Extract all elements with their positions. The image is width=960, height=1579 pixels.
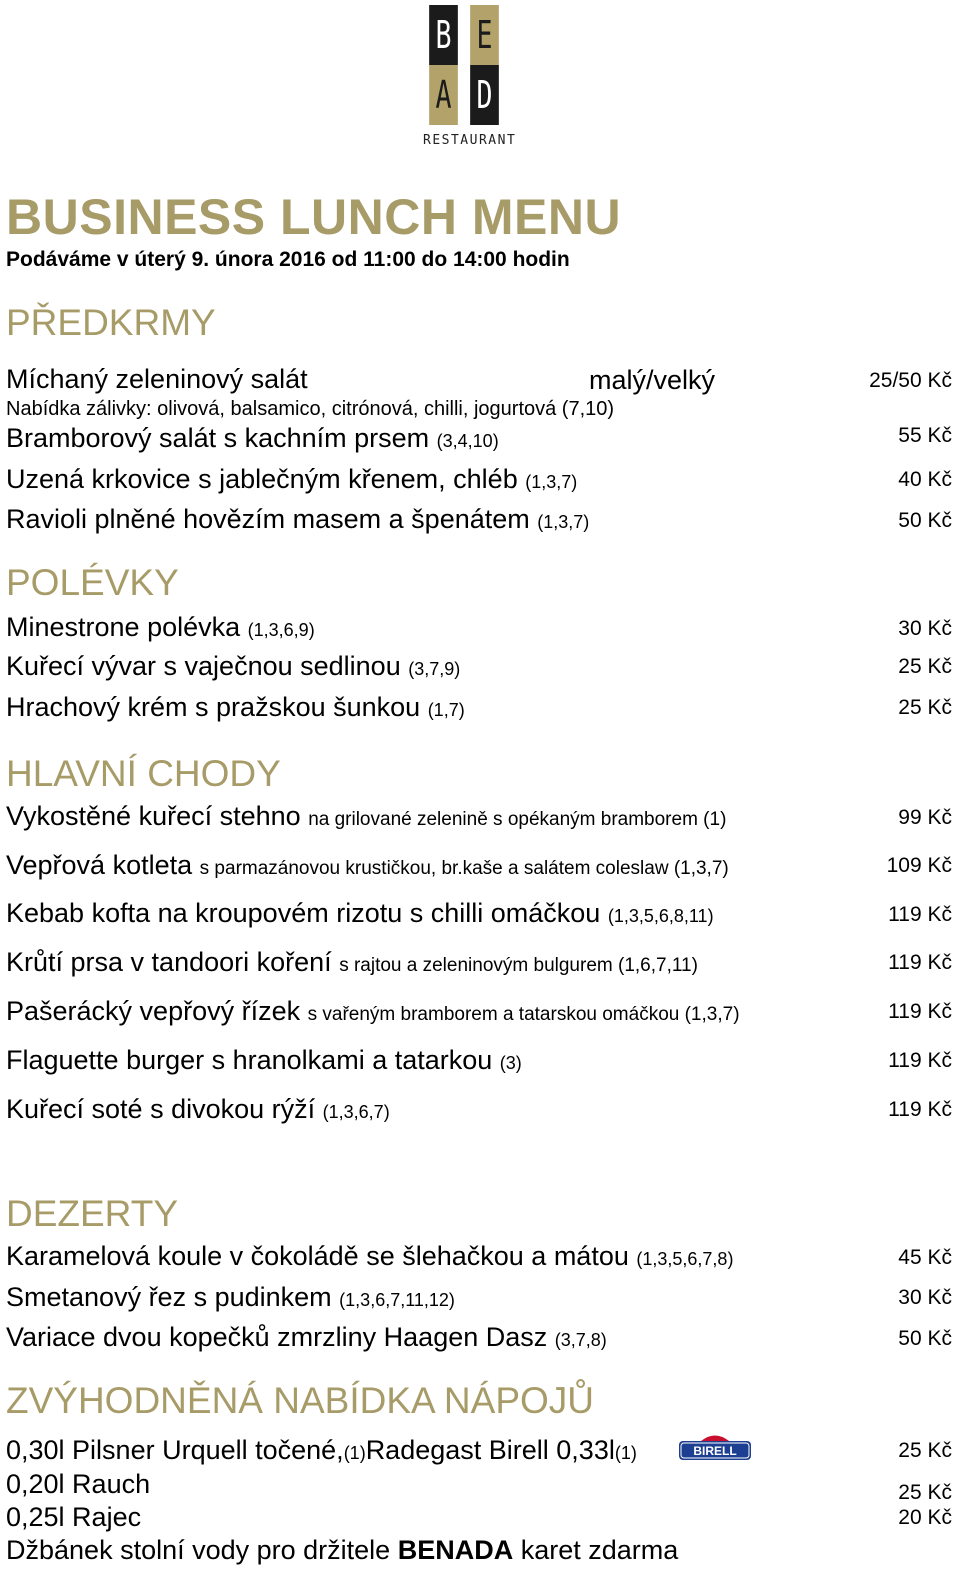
item-name: Míchaný zeleninový salát	[6, 364, 308, 394]
item-price: 20 Kč	[898, 1506, 952, 1529]
menu-item	[6, 850, 729, 881]
item-name: Smetanový řez s pudinkem	[6, 1282, 332, 1312]
menu-item	[6, 364, 308, 395]
item-name: Karamelová koule v čokoládě se šlehačkou a mátou	[6, 1241, 629, 1271]
item-name: Bramborový salát s kachním prsem	[6, 423, 430, 453]
menu-item	[6, 651, 460, 682]
logo-letter: E	[470, 5, 499, 65]
item-size: malý/velký	[589, 365, 716, 395]
item-name: Variace dvou kopečků zmrzliny Haagen Dasz	[6, 1322, 548, 1352]
menu-item	[6, 1282, 455, 1313]
drink-rauch: 0,20l Rauch	[6, 1469, 151, 1499]
birell-logo	[679, 1432, 751, 1462]
section-heading-napoje: ZVÝHODNĚNÁ NABÍDKA NÁPOJŮ	[6, 1380, 595, 1421]
item-allergens: (3,7,9)	[408, 659, 461, 679]
item-allergens: (1)	[614, 1443, 637, 1463]
menu-item	[6, 464, 577, 495]
item-allergens: (1,3,6,7)	[322, 1102, 390, 1122]
item-description: na grilované zelenině s opékaným bramborem (1)	[308, 809, 727, 830]
menu-item	[6, 801, 726, 832]
item-price: 50 Kč	[898, 1327, 952, 1350]
logo-grid	[423, 5, 505, 125]
menu-date: Podáváme v úterý 9. února 2016 od 11:00 do 14:00 hodin	[6, 248, 570, 271]
item-allergens: (1,3,6,9)	[247, 620, 315, 640]
item-price: 55 Kč	[898, 424, 952, 447]
item-description: s rajtou a zeleninovým bulgurem (1,6,7,11)	[339, 955, 698, 976]
logo-subtitle: RESTAURANT	[423, 133, 517, 148]
drink-pilsner: 0,30l Pilsner Urquell točené,	[6, 1435, 344, 1465]
item-allergens: (1,3,5,6,8,11)	[607, 906, 714, 926]
item-name: Hrachový krém s pražskou šunkou	[6, 692, 421, 722]
item-name: Kuřecí soté s divokou rýží	[6, 1094, 316, 1124]
item-price: 109 Kč	[886, 854, 952, 877]
birell-logo-text: BIRELL	[693, 1444, 737, 1458]
drink-line	[6, 1469, 150, 1500]
item-price: 45 Kč	[898, 1246, 952, 1269]
item-description: s vařeným bramborem a tatarskou omáčkou (1,3,7)	[307, 1004, 740, 1025]
item-name: Krůtí prsa v tandoori koření	[6, 947, 332, 977]
water-offer-text: Džbánek stolní vody pro držitele	[6, 1535, 398, 1565]
menu-item	[6, 1045, 522, 1076]
section-heading-polevky: POLÉVKY	[6, 562, 179, 603]
item-price: 25 Kč	[898, 1481, 952, 1504]
item-description: s parmazánovou krustičkou, br.kaše a salátem coleslaw (1,3,7)	[199, 858, 729, 879]
drink-birell: Radegast Birell 0,33l	[365, 1435, 615, 1465]
item-name: Ravioli plněné hovězím masem a špenátem	[6, 504, 530, 534]
restaurant-logo	[423, 5, 517, 148]
menu-title: BUSINESS LUNCH MENU	[6, 189, 622, 245]
item-price: 25/50 Kč	[869, 369, 952, 392]
water-offer-brand: BENADA	[397, 1535, 514, 1565]
item-price: 119 Kč	[888, 951, 952, 974]
item-allergens: (1,3,7)	[537, 512, 590, 532]
item-name: Minestrone polévka	[6, 612, 241, 642]
item-price: 25 Kč	[898, 696, 952, 719]
section-heading-predkrmy: PŘEDKRMY	[6, 302, 216, 343]
item-price: 119 Kč	[888, 1049, 952, 1072]
item-note: Nabídka zálivky: olivová, balsamico, citrónová, chilli, jogurtová (7,10)	[6, 398, 615, 420]
section-heading-dezerty: DEZERTY	[6, 1193, 179, 1234]
menu-item	[6, 898, 714, 929]
item-name: Kuřecí vývar s vaječnou sedlinou	[6, 651, 401, 681]
item-name: Flaguette burger s hranolkami a tatarkou	[6, 1045, 493, 1075]
water-offer	[6, 1535, 678, 1566]
drink-line	[6, 1435, 637, 1466]
item-price: 50 Kč	[898, 509, 952, 532]
logo-letter: A	[429, 65, 458, 125]
logo-letter: B	[429, 5, 458, 65]
menu-item	[6, 612, 315, 643]
menu-item	[6, 1241, 733, 1272]
menu-item	[6, 504, 589, 535]
logo-letter: D	[470, 65, 499, 125]
item-price: 119 Kč	[888, 1098, 952, 1121]
item-name: Vykostěné kuřecí stehno	[6, 801, 301, 831]
item-allergens: (3,4,10)	[436, 431, 499, 451]
item-name: Kebab kofta na kroupovém rizotu s chilli omáčkou	[6, 898, 601, 928]
item-price: 25 Kč	[898, 1439, 952, 1462]
item-allergens: (1,3,7)	[525, 472, 578, 492]
item-allergens: (1,3,5,6,7,8)	[636, 1249, 734, 1269]
item-allergens: (1)	[343, 1443, 366, 1463]
item-allergens: (3,7,8)	[554, 1330, 607, 1350]
item-price: 25 Kč	[898, 655, 952, 678]
item-allergens: (1,7)	[427, 700, 465, 720]
drink-line	[6, 1502, 141, 1533]
item-name: Uzená krkovice s jablečným křenem, chléb	[6, 464, 518, 494]
item-price: 30 Kč	[898, 1286, 952, 1309]
drink-rajec: 0,25l Rajec	[6, 1502, 142, 1532]
item-price: 99 Kč	[898, 806, 952, 829]
menu-item	[6, 423, 499, 454]
menu-item	[6, 1322, 607, 1353]
item-price: 119 Kč	[888, 903, 952, 926]
item-name: Pašerácký vepřový řízek	[6, 996, 301, 1026]
menu-item	[6, 692, 465, 723]
water-offer-text-end: karet zdarma	[513, 1535, 679, 1565]
item-price: 30 Kč	[898, 617, 952, 640]
item-price: 40 Kč	[898, 468, 952, 491]
item-allergens: (1,3,6,7,11,12)	[339, 1290, 455, 1310]
section-heading-hlavni: HLAVNÍ CHODY	[6, 753, 281, 794]
item-allergens: (3)	[499, 1053, 522, 1073]
item-name: Vepřová kotleta	[6, 850, 193, 880]
menu-item	[6, 947, 698, 978]
item-price: 119 Kč	[888, 1000, 952, 1023]
menu-item	[6, 996, 740, 1027]
menu-item	[6, 1094, 390, 1125]
